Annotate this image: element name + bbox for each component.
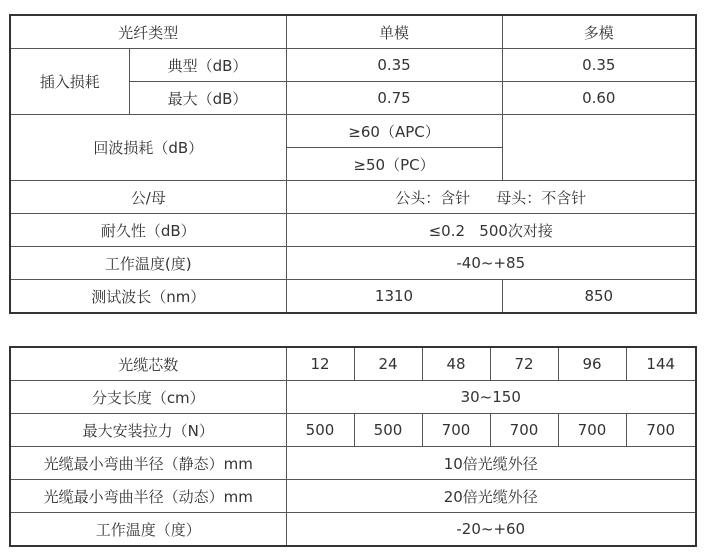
core-count-label: 光缆芯数 — [10, 347, 286, 381]
gender-female: 母头：不含针 — [496, 188, 587, 207]
min-bend-static-label: 光缆最小弯曲半径（静态）mm — [10, 447, 286, 480]
table-row — [10, 115, 696, 148]
insertion-loss-typical-label: 典型（dB） — [129, 49, 286, 82]
table-row — [10, 414, 696, 447]
cable-spec-table — [9, 346, 697, 547]
gender-male: 公头：含针 — [395, 188, 471, 207]
operating-temp-label: 工作温度(度) — [10, 247, 286, 280]
table-row — [10, 49, 696, 82]
table-row — [10, 280, 696, 314]
table-row — [10, 347, 696, 381]
table-row — [10, 381, 696, 414]
test-wavelength-label: 测试波长（nm） — [10, 280, 286, 314]
test-wavelength-single: 1310 — [286, 280, 502, 314]
table-row — [10, 15, 696, 49]
table-row — [10, 181, 696, 214]
return-loss-pc: ≥50（PC） — [286, 148, 502, 181]
core-count-cell: 144 — [626, 347, 696, 381]
table-row — [10, 214, 696, 247]
operating-temp-value: -40~+85 — [286, 247, 696, 280]
cable-operating-temp-value: -20~+60 — [286, 513, 696, 547]
gender-label: 公/母 — [10, 181, 286, 214]
durability-label: 耐久性（dB） — [10, 214, 286, 247]
fiber-spec-table — [9, 14, 697, 314]
min-bend-dynamic-label: 光缆最小弯曲半径（动态）mm — [10, 480, 286, 513]
insertion-loss-max-multi: 0.60 — [502, 82, 696, 115]
insertion-loss-max-single: 0.75 — [286, 82, 502, 115]
return-loss-label: 回波损耗（dB） — [10, 115, 286, 181]
core-count-cell: 24 — [354, 347, 422, 381]
table-row — [10, 480, 696, 513]
test-wavelength-multi: 850 — [502, 280, 696, 314]
fiber-type-header: 光纤类型 — [10, 15, 286, 49]
single-mode-header: 单模 — [286, 15, 502, 49]
max-tension-cell: 700 — [490, 414, 558, 447]
insertion-loss-typical-multi: 0.35 — [502, 49, 696, 82]
return-loss-apc: ≥60（APC） — [286, 115, 502, 148]
branch-length-value: 30~150 — [286, 381, 696, 414]
max-tension-cell: 700 — [626, 414, 696, 447]
cable-operating-temp-label: 工作温度（度） — [10, 513, 286, 547]
core-count-cell: 12 — [286, 347, 354, 381]
max-tension-cell: 500 — [354, 414, 422, 447]
insertion-loss-typical-single: 0.35 — [286, 49, 502, 82]
max-tension-label: 最大安装拉力（N） — [10, 414, 286, 447]
core-count-cell: 48 — [422, 347, 490, 381]
branch-length-label: 分支长度（cm） — [10, 381, 286, 414]
min-bend-dynamic-value: 20倍光缆外径 — [286, 480, 696, 513]
gender-value — [286, 181, 696, 214]
multi-mode-header: 多模 — [502, 15, 696, 49]
max-tension-cell: 700 — [422, 414, 490, 447]
max-tension-cell: 700 — [558, 414, 626, 447]
durability-value: ≤0.2 500次对接 — [286, 214, 696, 247]
return-loss-multi-empty — [502, 115, 696, 181]
min-bend-static-value: 10倍光缆外径 — [286, 447, 696, 480]
table-row — [10, 447, 696, 480]
table-row — [10, 513, 696, 547]
insertion-loss-label: 插入损耗 — [10, 49, 129, 115]
table-row — [10, 247, 696, 280]
core-count-cell: 72 — [490, 347, 558, 381]
core-count-cell: 96 — [558, 347, 626, 381]
insertion-loss-max-label: 最大（dB） — [129, 82, 286, 115]
max-tension-cell: 500 — [286, 414, 354, 447]
